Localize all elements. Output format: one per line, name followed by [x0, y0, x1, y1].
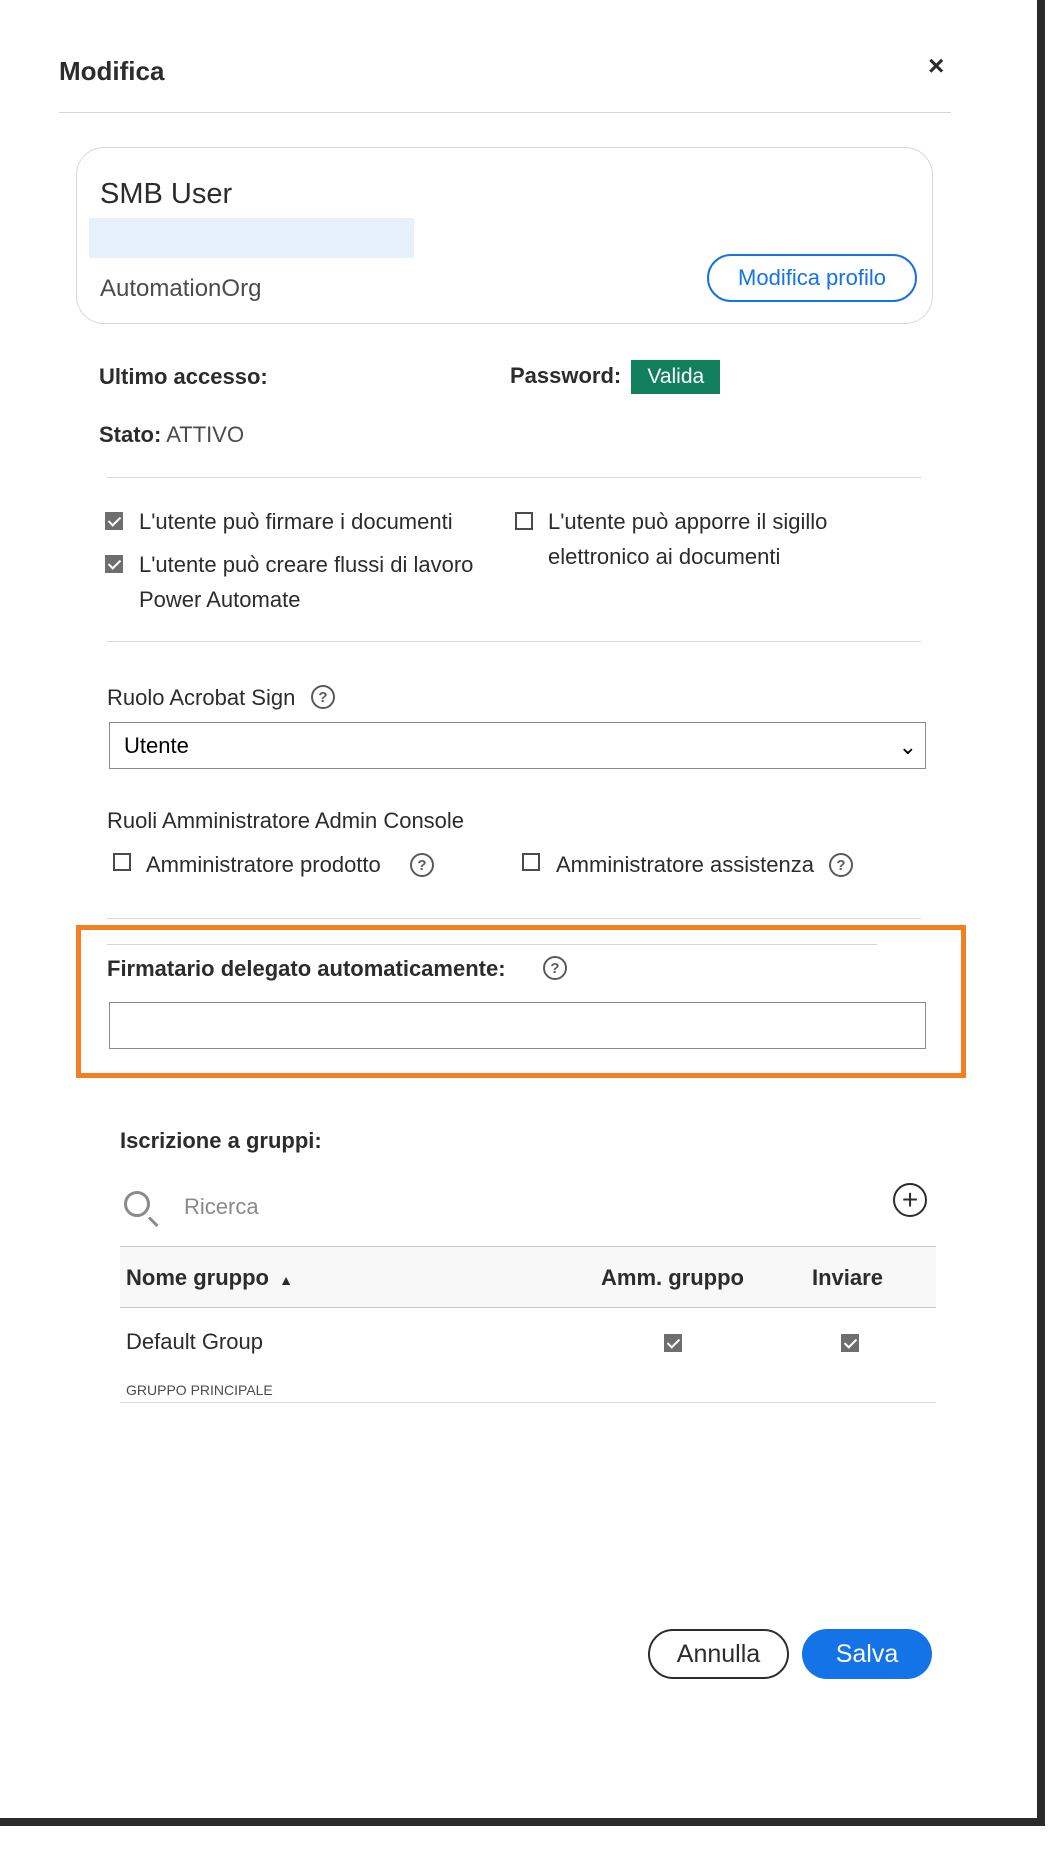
- product-admin-label: Amministratore prodotto: [146, 852, 381, 877]
- email-redacted-field: [89, 218, 414, 258]
- edit-profile-button[interactable]: Modifica profilo: [707, 254, 917, 302]
- groups-table-header: [120, 1246, 936, 1308]
- support-admin-checkbox[interactable]: [522, 853, 540, 871]
- electronic-seal-label: L'utente può apporre il sigillo elettronico ai documenti: [548, 509, 828, 569]
- delegate-label: Firmatario delegato automaticamente:: [107, 956, 506, 981]
- group-search-row: [120, 1183, 936, 1243]
- sort-ascending-icon: ▲: [279, 1272, 293, 1288]
- power-automate-checkbox[interactable]: [105, 555, 123, 573]
- profile-name: SMB User: [100, 178, 233, 210]
- sign-documents-label: L'utente può firmare i documenti: [139, 509, 453, 534]
- role-select[interactable]: [109, 722, 926, 769]
- product-admin-checkbox[interactable]: [113, 853, 131, 871]
- password-info: [510, 360, 720, 394]
- chevron-down-icon: ⌄: [898, 734, 917, 759]
- groups-label: Iscrizione a gruppi:: [120, 1128, 322, 1153]
- permissions-divider: [107, 641, 921, 642]
- column-group-name-label: Nome gruppo: [126, 1265, 269, 1290]
- role-select-value: Utente: [124, 732, 189, 758]
- electronic-seal-checkbox[interactable]: [515, 512, 533, 530]
- group-send-checkbox[interactable]: [841, 1334, 859, 1352]
- state-label: Stato:: [99, 422, 162, 447]
- role-label: Ruolo Acrobat Sign: [107, 685, 296, 710]
- column-send: Inviare: [812, 1265, 883, 1290]
- close-icon[interactable]: ×: [928, 50, 945, 81]
- help-icon[interactable]: ?: [543, 956, 567, 980]
- group-tag: GRUPPO PRINCIPALE: [126, 1382, 273, 1398]
- state-value: ATTIVO: [166, 422, 245, 447]
- state-info: [99, 422, 244, 448]
- save-button[interactable]: Salva: [802, 1629, 932, 1679]
- support-admin-label: Amministratore assistenza: [556, 852, 814, 877]
- help-icon[interactable]: ?: [410, 853, 434, 877]
- info-divider: [107, 477, 921, 478]
- group-search-input[interactable]: [182, 1189, 786, 1225]
- dialog-title: Modifica: [59, 56, 165, 86]
- password-label: Password:: [510, 363, 622, 388]
- search-icon: [124, 1191, 150, 1217]
- password-status-badge: Valida: [631, 360, 720, 394]
- delegate-signer-input[interactable]: [109, 1002, 926, 1049]
- column-group-name[interactable]: [126, 1265, 293, 1291]
- sign-documents-checkbox[interactable]: [105, 512, 123, 530]
- power-automate-label: L'utente può creare flussi di lavoro Power Automate: [139, 552, 474, 612]
- profile-organization: AutomationOrg: [100, 275, 262, 302]
- table-row: [120, 1308, 936, 1403]
- group-name: Default Group: [126, 1329, 263, 1354]
- last-access-label: Ultimo accesso:: [99, 364, 268, 389]
- admin-roles-label: Ruoli Amministratore Admin Console: [107, 808, 465, 833]
- column-group-admin: Amm. gruppo: [601, 1265, 744, 1290]
- add-group-icon[interactable]: +: [893, 1183, 927, 1217]
- admin-roles-divider: [107, 918, 921, 919]
- group-admin-checkbox[interactable]: [664, 1334, 682, 1352]
- cancel-button[interactable]: Annulla: [648, 1629, 789, 1679]
- help-icon[interactable]: ?: [311, 685, 335, 709]
- help-icon[interactable]: ?: [829, 853, 853, 877]
- delegate-top-divider: [107, 944, 877, 945]
- header-divider: [59, 112, 951, 113]
